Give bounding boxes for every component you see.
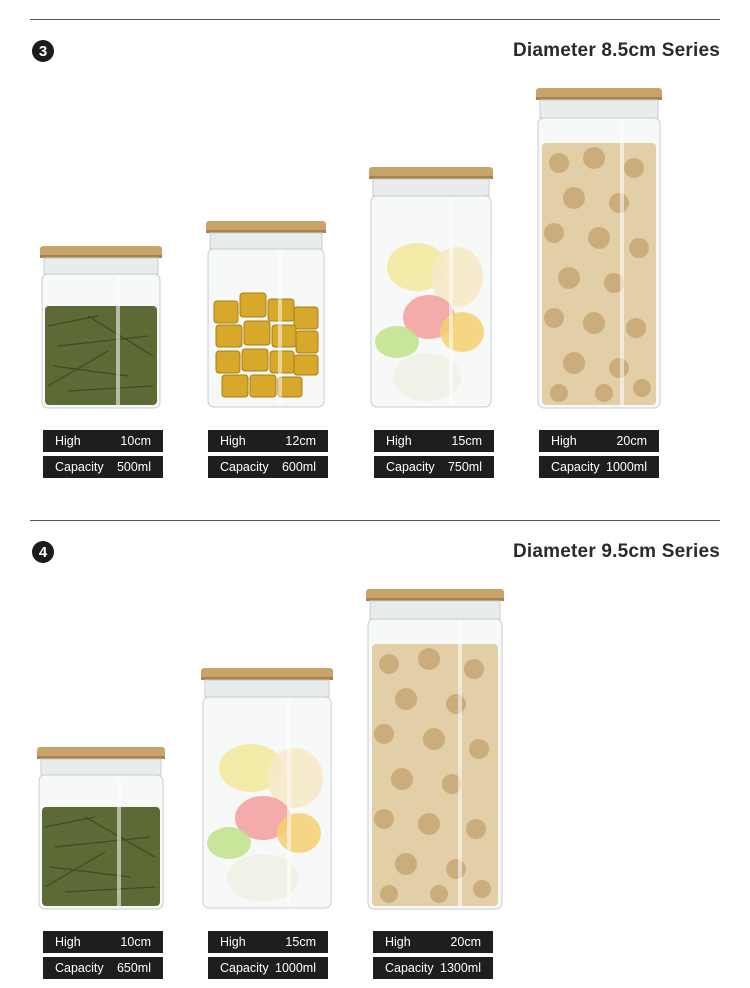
spec-label: Capacity [220, 961, 269, 975]
spec-capacity-row [373, 957, 493, 979]
spec-capacity-row [374, 456, 494, 478]
spec-value: 600ml [281, 460, 316, 474]
spec-card-20cm [539, 430, 659, 482]
spec-height-row [208, 931, 328, 953]
spec-capacity-row [208, 957, 328, 979]
section-number-badge: 3 [32, 40, 54, 62]
spec-value: 15cm [451, 434, 482, 448]
jar-illustration [534, 88, 664, 410]
spec-card-10cm [43, 931, 163, 983]
jar-image-10cm [35, 747, 167, 911]
section-number-badge: 4 [32, 541, 54, 563]
spec-height-row [539, 430, 659, 452]
spec-label: High [220, 434, 246, 448]
spec-label: Capacity [220, 460, 269, 474]
spec-label: High [551, 434, 577, 448]
spec-height-row [43, 931, 163, 953]
spec-height-row [374, 430, 494, 452]
spec-capacity-row [43, 957, 163, 979]
jar-illustration [364, 589, 506, 911]
spec-card-15cm [208, 931, 328, 983]
spec-label: High [385, 935, 411, 949]
section-divider [30, 19, 720, 20]
spec-value: 20cm [450, 935, 481, 949]
section-divider [30, 520, 720, 521]
jar-image-15cm [199, 668, 335, 910]
jar-image-15cm [367, 167, 495, 409]
jar-illustration [367, 167, 495, 409]
spec-label: Capacity [55, 460, 104, 474]
spec-value: 12cm [285, 434, 316, 448]
spec-label: Capacity [386, 460, 435, 474]
spec-label: High [220, 935, 246, 949]
spec-value: 15cm [285, 935, 316, 949]
spec-height-row [43, 430, 163, 452]
spec-value: 750ml [447, 460, 482, 474]
spec-height-row [208, 430, 328, 452]
spec-value: 1000ml [606, 460, 647, 474]
spec-value: 20cm [616, 434, 647, 448]
jar-illustration [35, 747, 167, 911]
spec-value: 500ml [116, 460, 151, 474]
spec-capacity-row [539, 456, 659, 478]
jar-illustration [199, 668, 335, 910]
spec-value: 1300ml [440, 961, 481, 975]
spec-label: High [55, 434, 81, 448]
spec-card-15cm [374, 430, 494, 482]
series-title: Diameter 9.5cm Series [513, 541, 720, 562]
spec-value: 650ml [116, 961, 151, 975]
spec-value: 1000ml [275, 961, 316, 975]
spec-capacity-row [43, 456, 163, 478]
jar-image-20cm [364, 589, 506, 911]
spec-label: High [55, 935, 81, 949]
jar-illustration [38, 246, 164, 410]
spec-card-12cm [208, 430, 328, 482]
jar-image-20cm [534, 88, 664, 410]
spec-label: High [386, 434, 412, 448]
spec-card-10cm [43, 430, 163, 482]
spec-height-row [373, 931, 493, 953]
series-title: Diameter 8.5cm Series [513, 40, 720, 61]
spec-label: Capacity [551, 460, 600, 474]
spec-capacity-row [208, 456, 328, 478]
spec-label: Capacity [55, 961, 104, 975]
jar-image-10cm [38, 246, 164, 410]
jar-illustration [204, 221, 328, 409]
spec-value: 10cm [120, 935, 151, 949]
spec-value: 10cm [120, 434, 151, 448]
jar-image-12cm [204, 221, 328, 409]
spec-card-20cm [373, 931, 493, 983]
spec-label: Capacity [385, 961, 434, 975]
